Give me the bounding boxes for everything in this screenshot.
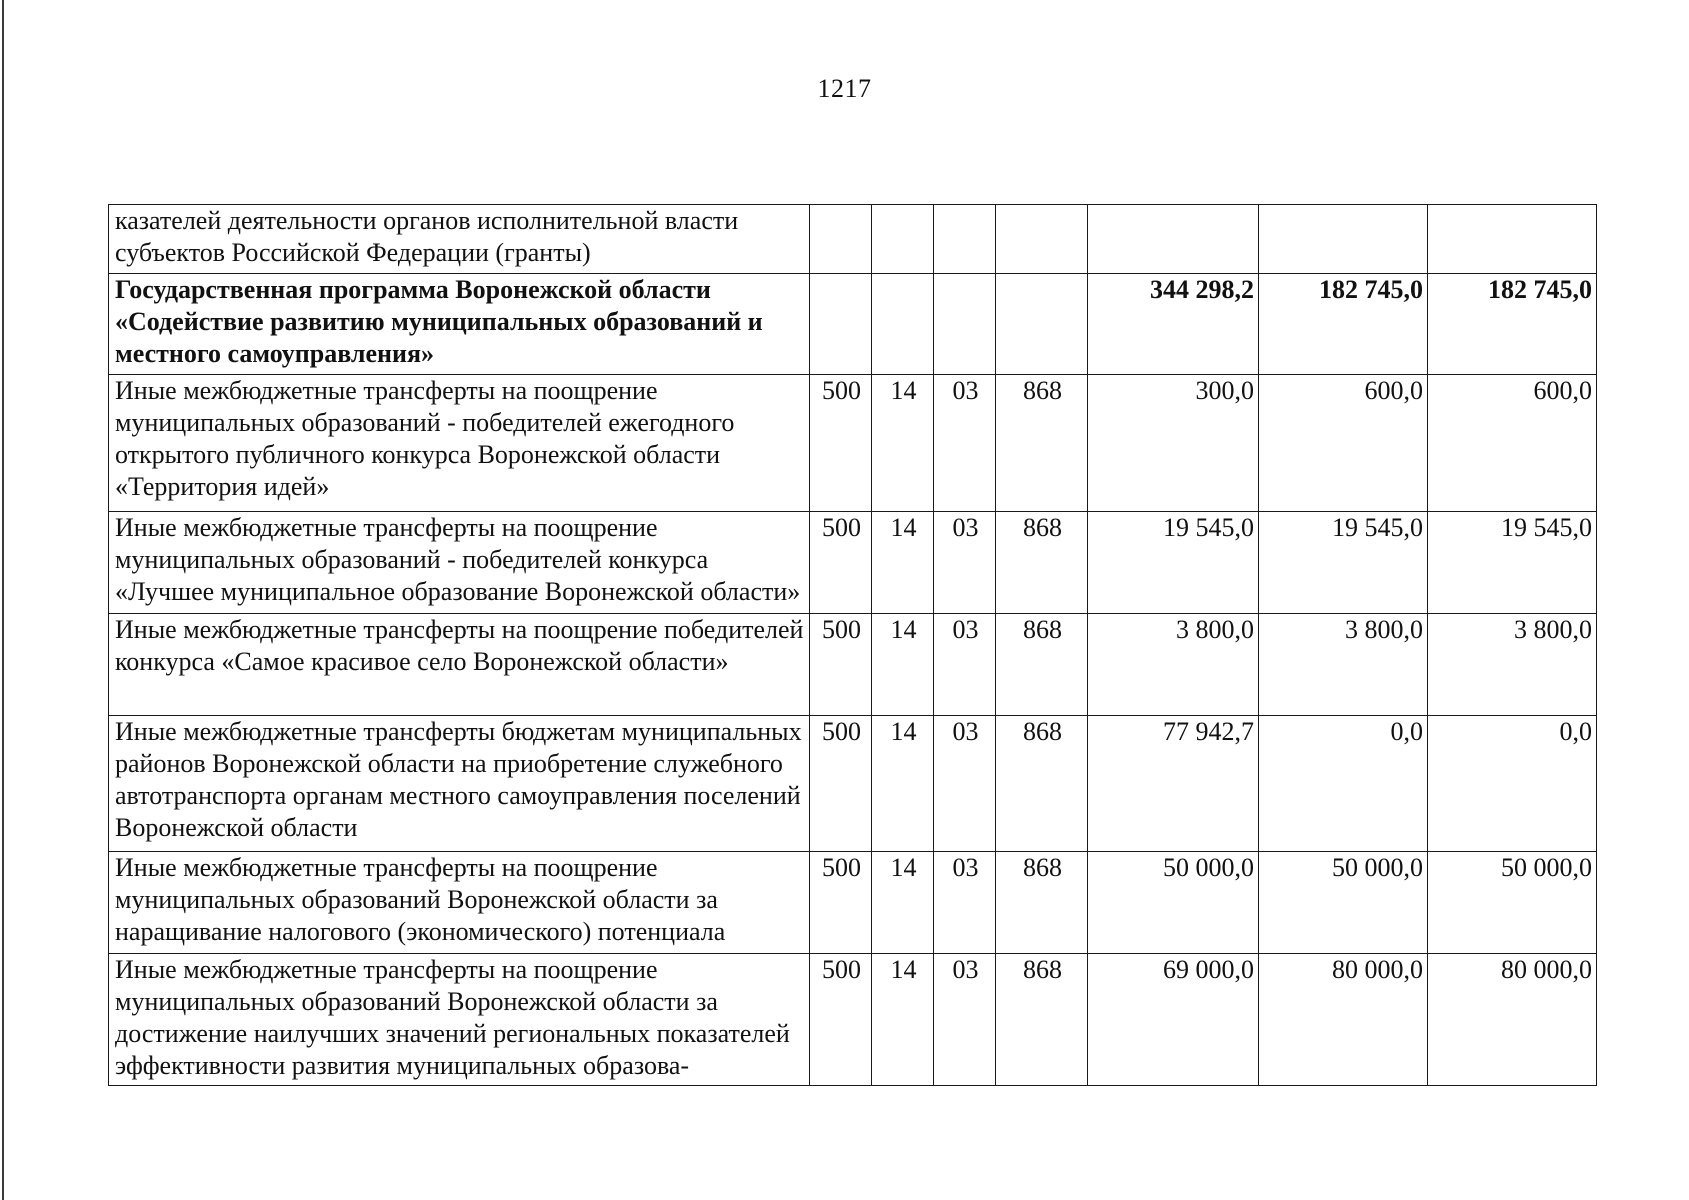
code-subsection: 03 bbox=[934, 954, 996, 1086]
code-type: 868 bbox=[996, 852, 1088, 954]
row-name: Иные межбюджетные трансферты на поощрение победителей конкурса «Самое красивое село Воронежской области» bbox=[109, 614, 810, 716]
amount-year-3: 0,0 bbox=[1428, 716, 1597, 852]
amount-year-3: 50 000,0 bbox=[1428, 852, 1597, 954]
table-row-program-total bbox=[109, 274, 1597, 375]
code-section: 14 bbox=[872, 614, 934, 716]
row-name: Иные межбюджетные трансферты на поощрение муниципальных образований Воронежской области за достижение наилучших значений региональных показателей эффективности развития муниципальных образова- bbox=[109, 954, 810, 1086]
budget-table bbox=[108, 204, 1597, 1086]
code-subsection: 03 bbox=[934, 716, 996, 852]
table-row bbox=[109, 954, 1597, 1086]
code-ministry: 500 bbox=[810, 375, 872, 512]
code-subsection: 03 bbox=[934, 512, 996, 614]
amount-year-2: 80 000,0 bbox=[1259, 954, 1428, 1086]
code-ministry: 500 bbox=[810, 852, 872, 954]
code-ministry: 500 bbox=[810, 512, 872, 614]
code-subsection bbox=[934, 274, 996, 375]
page-left-edge bbox=[2, 0, 4, 1200]
code-subsection: 03 bbox=[934, 852, 996, 954]
amount-year-3: 182 745,0 bbox=[1428, 274, 1597, 375]
code-subsection bbox=[934, 205, 996, 274]
code-section bbox=[872, 274, 934, 375]
code-section: 14 bbox=[872, 852, 934, 954]
amount-year-1: 50 000,0 bbox=[1088, 852, 1259, 954]
amount-year-3: 600,0 bbox=[1428, 375, 1597, 512]
code-ministry bbox=[810, 274, 872, 375]
table-row bbox=[109, 614, 1597, 716]
code-type: 868 bbox=[996, 375, 1088, 512]
code-ministry bbox=[810, 205, 872, 274]
table-row bbox=[109, 512, 1597, 614]
code-type: 868 bbox=[996, 954, 1088, 1086]
code-type bbox=[996, 274, 1088, 375]
code-section: 14 bbox=[872, 716, 934, 852]
row-name: Иные межбюджетные трансферты на поощрение муниципальных образований Воронежской области за наращивание налогового (экономического) потенциала bbox=[109, 852, 810, 954]
row-name: Государственная программа Воронежской области «Содействие развитию муниципальных образований и местного самоуправления» bbox=[109, 274, 810, 375]
amount-year-3 bbox=[1428, 205, 1597, 274]
amount-year-2: 3 800,0 bbox=[1259, 614, 1428, 716]
amount-year-2: 50 000,0 bbox=[1259, 852, 1428, 954]
code-subsection: 03 bbox=[934, 375, 996, 512]
table-row bbox=[109, 205, 1597, 274]
amount-year-1: 19 545,0 bbox=[1088, 512, 1259, 614]
code-type bbox=[996, 205, 1088, 274]
amount-year-1: 3 800,0 bbox=[1088, 614, 1259, 716]
code-ministry: 500 bbox=[810, 614, 872, 716]
code-section: 14 bbox=[872, 512, 934, 614]
row-name: Иные межбюджетные трансферты на поощрение муниципальных образований - победителей конкурса «Лучшее муниципальное образование Воронежской области» bbox=[109, 512, 810, 614]
code-type: 868 bbox=[996, 614, 1088, 716]
amount-year-1: 300,0 bbox=[1088, 375, 1259, 512]
amount-year-1: 344 298,2 bbox=[1088, 274, 1259, 375]
code-section bbox=[872, 205, 934, 274]
table-row bbox=[109, 716, 1597, 852]
code-ministry: 500 bbox=[810, 954, 872, 1086]
table-row bbox=[109, 375, 1597, 512]
code-section: 14 bbox=[872, 375, 934, 512]
row-name: Иные межбюджетные трансферты бюджетам муниципальных районов Воронежской области на приобретение служебного автотранспорта органам местного самоуправления поселений Воронежской области bbox=[109, 716, 810, 852]
amount-year-1: 69 000,0 bbox=[1088, 954, 1259, 1086]
amount-year-2: 0,0 bbox=[1259, 716, 1428, 852]
amount-year-2: 19 545,0 bbox=[1259, 512, 1428, 614]
table-row bbox=[109, 852, 1597, 954]
code-type: 868 bbox=[996, 716, 1088, 852]
row-name: казателей деятельности органов исполнительной власти субъектов Российской Федерации (гранты) bbox=[109, 205, 810, 274]
code-type: 868 bbox=[996, 512, 1088, 614]
amount-year-3: 3 800,0 bbox=[1428, 614, 1597, 716]
code-ministry: 500 bbox=[810, 716, 872, 852]
row-name: Иные межбюджетные трансферты на поощрение муниципальных образований - победителей ежегодного открытого публичного конкурса Воронежской области «Территория идей» bbox=[109, 375, 810, 512]
amount-year-3: 19 545,0 bbox=[1428, 512, 1597, 614]
amount-year-2 bbox=[1259, 205, 1428, 274]
amount-year-2: 600,0 bbox=[1259, 375, 1428, 512]
page-number: 1217 bbox=[817, 74, 872, 103]
amount-year-3: 80 000,0 bbox=[1428, 954, 1597, 1086]
amount-year-1: 77 942,7 bbox=[1088, 716, 1259, 852]
code-section: 14 bbox=[872, 954, 934, 1086]
code-subsection: 03 bbox=[934, 614, 996, 716]
amount-year-2: 182 745,0 bbox=[1259, 274, 1428, 375]
amount-year-1 bbox=[1088, 205, 1259, 274]
